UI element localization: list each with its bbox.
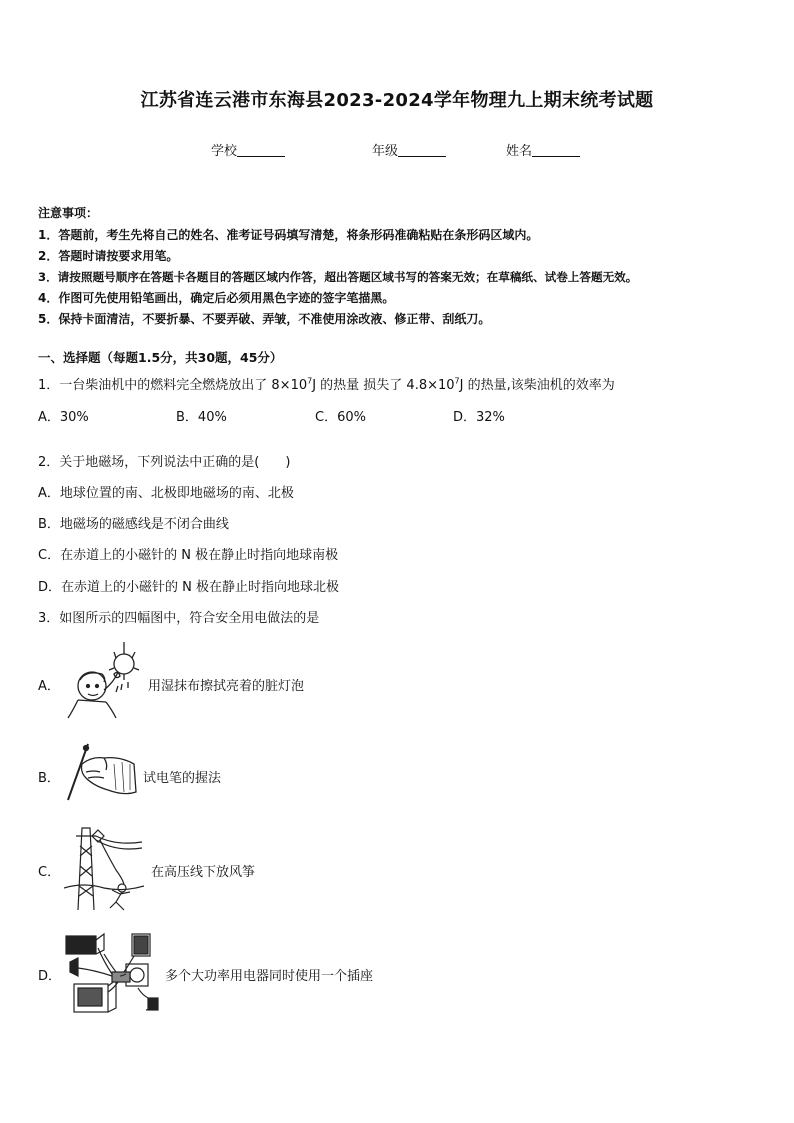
question-2-option-a[interactable]: A．地球位置的南、北极即地磁场的南、北极 <box>38 486 294 501</box>
notice-heading: 注意事项： <box>38 206 99 220</box>
question-1-option-d[interactable]: D．32% <box>453 410 505 425</box>
notice-block <box>38 204 768 330</box>
notice-item: 1．答题前，考生先将自己的姓名、准考证号码填写清楚，将条形码准确粘贴在条形码区域内。 <box>38 228 539 242</box>
name-field[interactable]: 姓名 <box>506 140 580 159</box>
question-3-option-d-letter[interactable]: D． <box>38 969 62 984</box>
page-title: 江苏省连云港市东海县2023-2024学年物理九上期末统考试题 <box>140 90 654 111</box>
wiping-bulb-icon <box>64 640 146 720</box>
grade-blank[interactable] <box>398 144 446 157</box>
question-3-option-c-letter[interactable]: C． <box>38 865 61 880</box>
question-1-option-b[interactable]: B．40% <box>176 410 227 425</box>
question-3-option-b-caption[interactable]: 试电笔的握法 <box>143 771 222 786</box>
notice-item: 2．答题时请按要求用笔。 <box>38 249 179 263</box>
question-3-stem: 3．如图所示的四幅图中，符合安全用电做法的是 <box>38 611 320 626</box>
question-2-option-d[interactable]: D．在赤道上的小磁针的 N 极在静止时指向地球北极 <box>38 580 339 595</box>
question-3-option-b-letter[interactable]: B． <box>38 771 60 786</box>
overloaded-socket-icon <box>64 928 160 1016</box>
grade-field[interactable]: 年级 <box>372 140 446 159</box>
name-blank[interactable] <box>532 144 580 157</box>
question-3-option-c-caption[interactable]: 在高压线下放风筝 <box>151 865 256 880</box>
notice-item: 4．作图可先使用铅笔画出，确定后必须用黑色字迹的签字笔描黑。 <box>38 291 395 305</box>
question-1-option-a[interactable]: A．30% <box>38 410 89 425</box>
question-1-option-c[interactable]: C．60% <box>315 410 366 425</box>
school-field[interactable]: 学校 <box>211 140 285 159</box>
section-heading: 一、选择题（每题1.5分，共30题，45分） <box>38 350 283 365</box>
notice-item: 5．保持卡面清洁，不要折暴、不要弄破、弄皱，不准使用涂改液、修正带、刮纸刀。 <box>38 312 491 326</box>
question-3-option-a-caption[interactable]: 用湿抹布擦拭亮着的脏灯泡 <box>148 679 305 694</box>
kite-power-line-icon <box>64 826 144 912</box>
question-2-option-b[interactable]: B．地磁场的磁感线是不闭合曲线 <box>38 517 229 532</box>
question-3-option-a-letter[interactable]: A． <box>38 679 60 694</box>
test-pen-hand-icon <box>64 742 140 802</box>
question-3-option-d-caption[interactable]: 多个大功率用电器同时使用一个插座 <box>165 969 374 984</box>
question-1-stem: 1．一台柴油机中的燃料完全燃烧放出了 $8\times 10^7J$ 的热量 损失了 $4.8\times 10^7J$ 的热量,该柴油机的效率为 <box>38 376 615 393</box>
question-2-stem: 2．关于地磁场，下列说法中正确的是( ) <box>38 455 291 470</box>
school-blank[interactable] <box>237 144 285 157</box>
notice-item: 3．请按照题号顺序在答题卡各题目的答题区域内作答，超出答题区域书写的答案无效；在草稿纸、试卷上答题无效。 <box>38 270 638 284</box>
question-2-option-c[interactable]: C．在赤道上的小磁针的 N 极在静止时指向地球南极 <box>38 548 339 563</box>
